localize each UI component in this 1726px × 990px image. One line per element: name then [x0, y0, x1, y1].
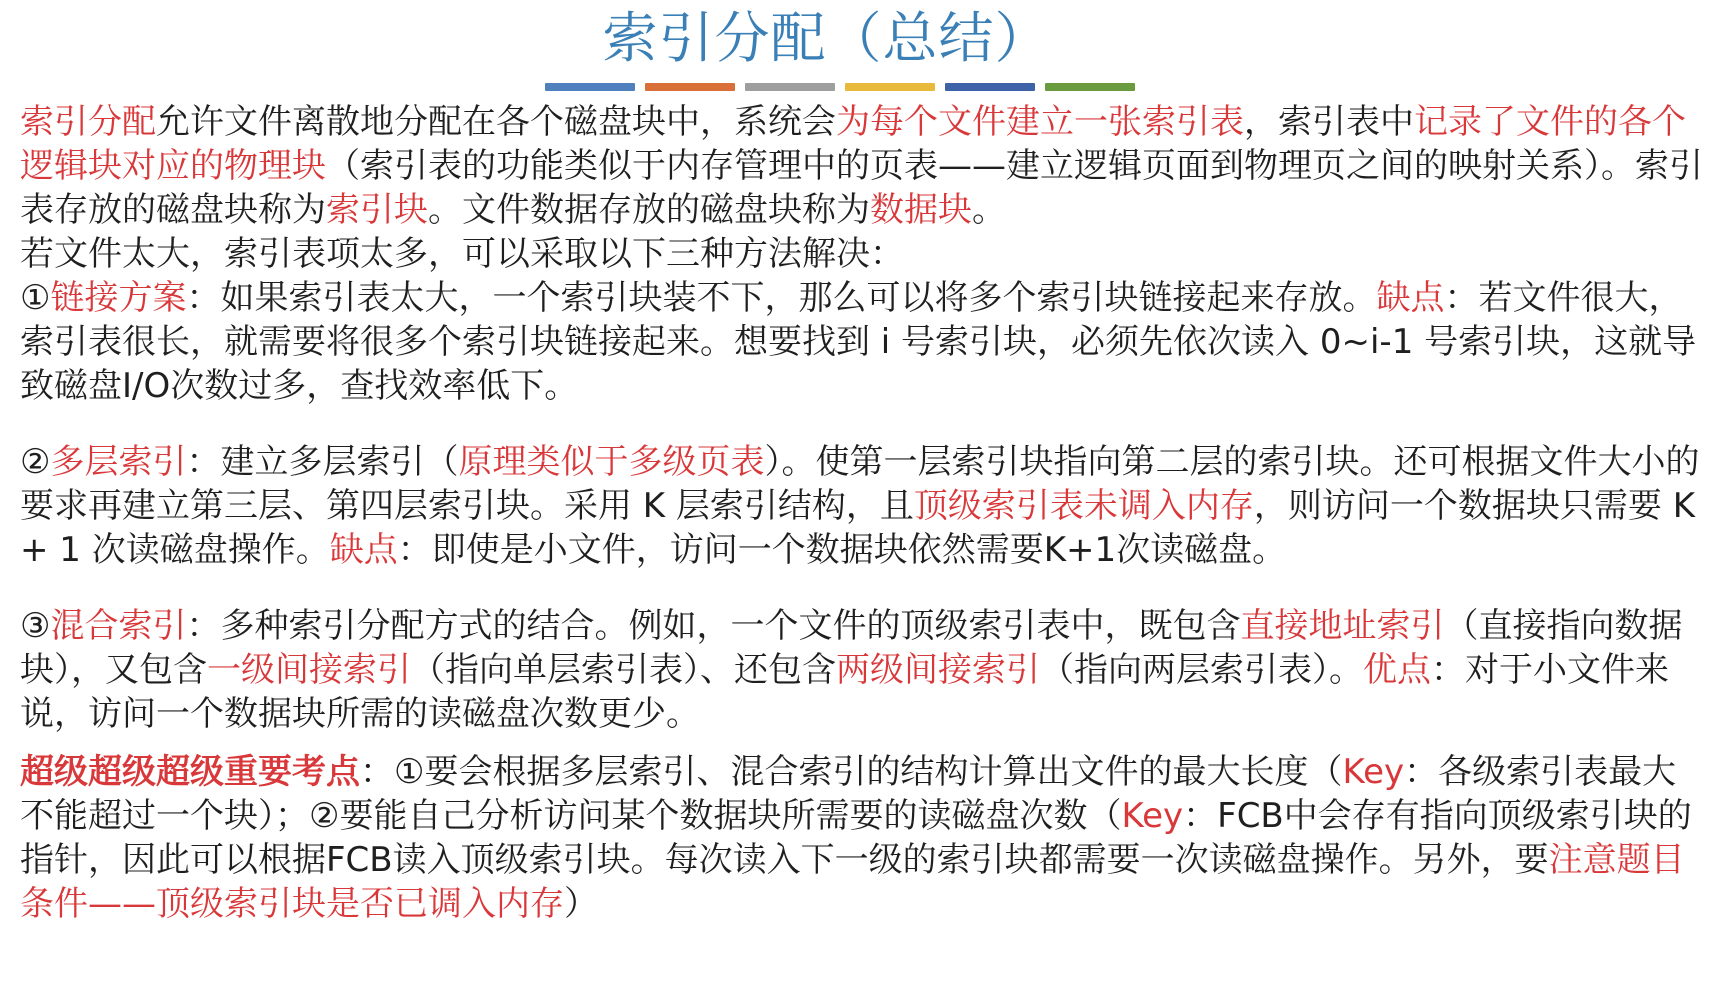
term-hybrid-index: 混合索引 — [50, 606, 187, 646]
text: ③ — [20, 606, 51, 646]
title-bar-segment — [945, 83, 1035, 91]
paragraph-key-points — [20, 750, 1710, 926]
title-color-bar — [545, 83, 1135, 91]
term-index-allocation: 索引分配 — [20, 102, 156, 142]
text: 若文件太大，索引表项太多，可以采取以下三种方法解决： — [20, 234, 904, 274]
highlight: 记录了文件的各个逻辑块对应的物理块 — [20, 102, 1686, 186]
text: （直接指向数据块），又包含 — [20, 606, 1683, 690]
term-disadvantage: 缺点 — [1376, 278, 1445, 318]
term-double-indirect: 两级间接索引 — [836, 650, 1040, 690]
paragraph-linked-scheme — [20, 276, 1710, 408]
text: ：如果索引表太大，一个索引块装不下，那么可以将多个索引块链接起来存放。 — [186, 278, 1377, 318]
term-linked-scheme: 链接方案 — [50, 278, 187, 318]
title-bar-segment — [845, 83, 935, 91]
text: 。 — [972, 190, 1006, 230]
term-advantage: 优点 — [1363, 650, 1431, 690]
highlight: 原理类似于多级页表 — [458, 442, 765, 482]
title-bar-segment — [645, 83, 735, 91]
text: ，索引表中 — [1244, 102, 1414, 142]
term-direct-index: 直接地址索引 — [1240, 606, 1445, 646]
term-multilevel-index: 多层索引 — [50, 442, 187, 482]
text: ） — [564, 884, 598, 924]
text: （指向两层索引表）。 — [1040, 650, 1363, 690]
slide-title: 索引分配（总结） — [602, 6, 1051, 70]
term-single-indirect: 一级间接索引 — [207, 650, 411, 690]
highlight: 注意题目条件——顶级索引块是否已调入内存 — [20, 840, 1685, 924]
title-bar-segment — [545, 83, 635, 91]
term-disadvantage: 缺点 — [329, 530, 398, 570]
key-label: Key — [1121, 796, 1184, 836]
text: （指向单层索引表）、还包含 — [411, 650, 836, 690]
key-points-heading: 超级超级超级重要考点 — [20, 752, 360, 792]
paragraph-problem — [20, 232, 1710, 276]
text: ② — [20, 442, 51, 482]
term-data-block: 数据块 — [870, 190, 972, 230]
text: ：即使是小文件，访问一个数据块依然需要K+1次读磁盘。 — [397, 530, 1287, 570]
text: （索引表的功能类似于内存管理中的页表——建立逻辑页面到物理页之间的映射关系）。索引表存放的磁盘块称为 — [20, 146, 1703, 230]
term-index-block: 索引块 — [326, 190, 428, 230]
paragraph-hybrid-index — [20, 604, 1710, 736]
paragraph-multilevel-index — [20, 440, 1710, 572]
title-bar-segment — [745, 83, 835, 91]
key-label: Key — [1342, 752, 1405, 792]
text: ：建立多层索引（ — [186, 442, 459, 482]
paragraph-intro — [20, 100, 1710, 232]
text: ① — [20, 278, 51, 318]
text: ，则访问一个数据块只需要 K + 1 次读磁盘操作。 — [20, 486, 1696, 570]
text: 。文件数据存放的磁盘块称为 — [428, 190, 870, 230]
highlight: 为每个文件建立一张索引表 — [836, 102, 1244, 142]
text: ：各级索引表最大不能超过一个块）；②要能自己分析访问某个数据块所需要的读磁盘次数（ — [20, 752, 1677, 836]
text: ：FCB中会存有指向顶级索引块的指针，因此可以根据FCB读入顶级索引块。每次读入下一级的索引块都需要一次读磁盘操作。另外，要 — [20, 796, 1692, 880]
text: ：多种索引分配方式的结合。例如，一个文件的顶级索引表中，既包含 — [186, 606, 1241, 646]
text: ）。使第一层索引块指向第二层的索引块。还可根据文件大小的要求再建立第三层、第四层索引块。采用 K 层索引结构，且 — [20, 442, 1700, 526]
text: 允许文件离散地分配在各个磁盘块中，系统会 — [156, 102, 836, 142]
text: ：若文件很大，索引表很长，就需要将很多个索引块链接起来。想要找到 i 号索引块，必须先依次读入 0~i-1 号索引块，这就导致磁盘I/O次数过多，查找效率低下。 — [20, 278, 1697, 406]
text: ：①要会根据多层索引、混合索引的结构计算出文件的最大长度（ — [360, 752, 1343, 792]
text: ：对于小文件来说，访问一个数据块所需的读磁盘次数更少。 — [20, 650, 1669, 734]
title-bar-segment — [1045, 83, 1135, 91]
highlight: 顶级索引表未调入内存 — [913, 486, 1254, 526]
